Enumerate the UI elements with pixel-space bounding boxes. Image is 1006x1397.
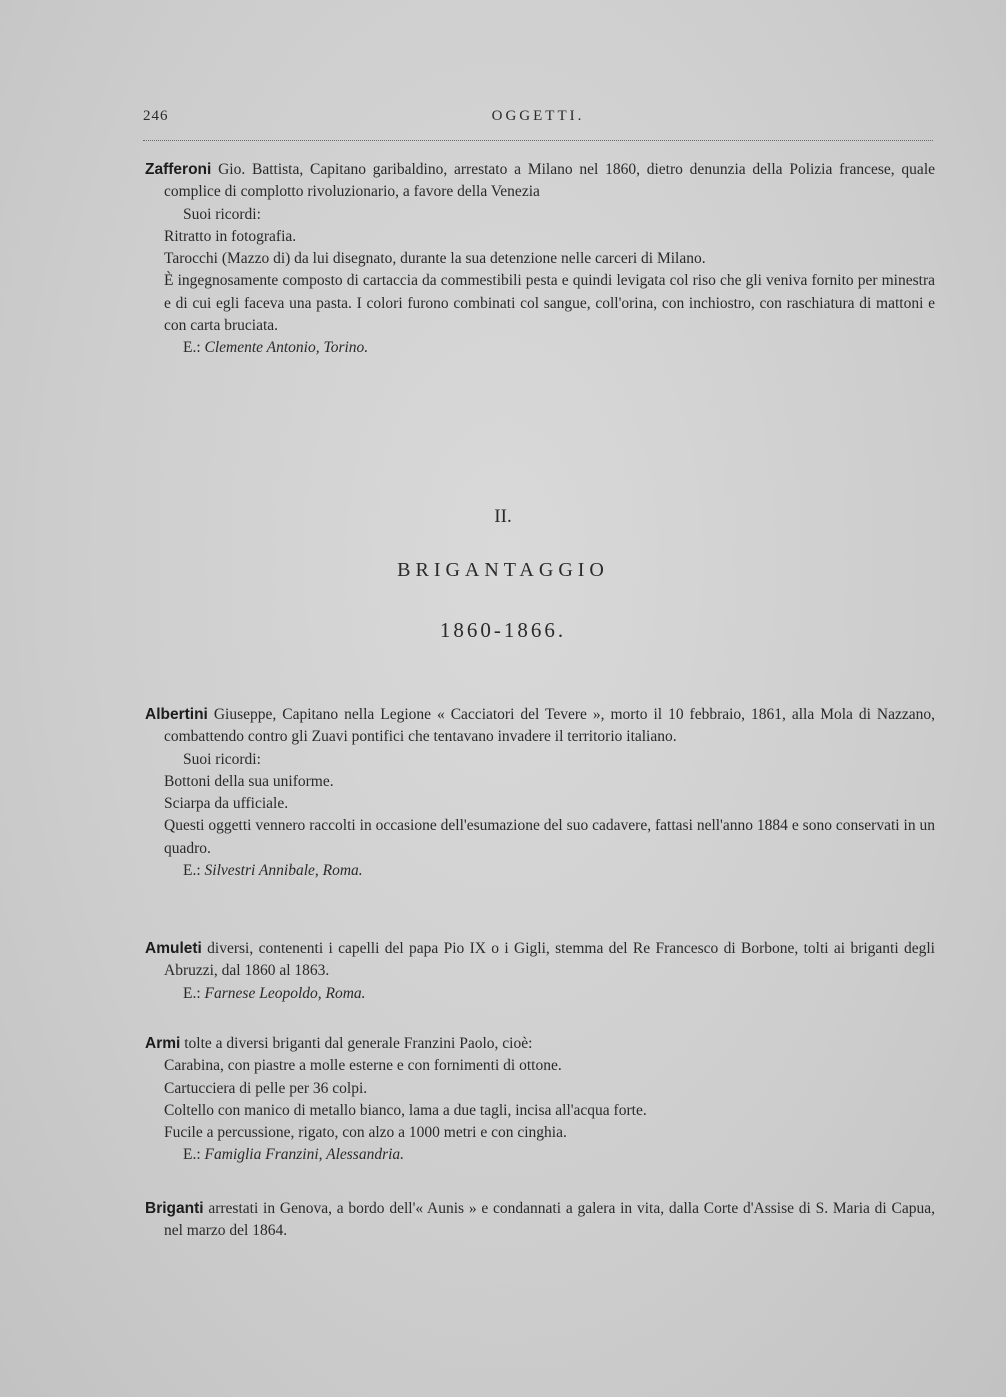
exhibitor-line: [145, 860, 935, 882]
entry-description: tolte a diversi briganti dal generale Franzini Paolo, cioè:: [180, 1035, 533, 1052]
section-title: BRIGANTAGGIO: [397, 559, 609, 581]
exhibitor-prefix: E.:: [183, 339, 205, 357]
entry-description: Giuseppe, Capitano nella Legione « Cacciatori del Tevere », morto il 10 febbraio, 1861, alla Mola di Nazzano, combattendo contro gli Zuavi pontifici che tentavano invadere il territorio italiano.: [164, 706, 935, 746]
page-header: [143, 108, 933, 132]
entry-description: Gio. Battista, Capitano garibaldino, arrestato a Milano nel 1860, dietro denunzia della Polizia francese, quale complice di complotto rivoluzionario, a favore della Venezia: [164, 161, 935, 201]
list-item: Questi oggetti vennero raccolti in occasione dell'esumazione del suo cadavere, fattasi nell'anno 1884 e sono conservati in un quadro.: [164, 817, 935, 857]
exhibitor-line: [145, 337, 935, 359]
entry-armi: [145, 1033, 935, 1167]
exhibitor-name: Silvestri Annibale, Roma.: [204, 862, 363, 880]
exhibitor-prefix: E.:: [183, 862, 205, 880]
entry-albertini: [145, 704, 935, 882]
entry-heading: [145, 704, 935, 749]
entry-heading: [145, 159, 935, 204]
list-item: Carabina, con piastre a molle esterne e con fornimenti di ottone.: [164, 1057, 562, 1075]
exhibitor-line: [145, 983, 935, 1005]
list-item: Fucile a percussione, rigato, con alzo a 1000 metri e con cinghia.: [164, 1124, 567, 1142]
header-rule: [143, 140, 933, 141]
list-item: Bottoni della sua uniforme.: [164, 772, 334, 790]
exhibitor-name: Famiglia Franzini, Alessandria.: [204, 1146, 405, 1164]
list-item: Cartucciera di pelle per 36 colpi.: [164, 1079, 368, 1097]
list-item: Coltello con manico di metallo bianco, lama a due tagli, incisa all'acqua forte.: [164, 1101, 647, 1119]
ricordi-label: Suoi ricordi:: [183, 750, 261, 768]
section-years: 1860-1866.: [439, 618, 567, 642]
entry-name: Amuleti: [145, 940, 202, 957]
section-number: II.: [494, 506, 512, 527]
entry-description: diversi, contenenti i capelli del papa Pio IX o i Gigli, stemma del Re Francesco di Borbone, tolti ai briganti degli Abruzzi, dal 1860 al 1863.: [164, 940, 935, 980]
entry-heading: [145, 1198, 935, 1243]
list-item: È ingegnosamente composto di cartaccia da commestibili pesta e quindi levigata col riso che gli veniva fornito per minestra e di cui egli faceva una pasta. I colori furono combinati col sangue, coll'orina, con inchiostro, con raschiatura di mattoni e con carta bruciata.: [164, 272, 935, 335]
entry-briganti: [145, 1198, 935, 1243]
list-item: Sciarpa da ufficiale.: [164, 795, 289, 813]
entry-description: arrestati in Genova, a bordo dell'« Aunis » e condannati a galera in vita, dalla Corte d'Assise di S. Maria di Capua, nel marzo del 1864.: [164, 1200, 935, 1240]
list-item: Ritratto in fotografia.: [164, 227, 297, 245]
entry-name: Briganti: [145, 1200, 204, 1217]
page-number: 246: [143, 108, 169, 124]
exhibitor-name: Farnese Leopoldo, Roma.: [204, 984, 366, 1002]
entry-name: Zafferoni: [145, 161, 212, 178]
exhibitor-line: [145, 1144, 935, 1166]
entry-name: Armi: [145, 1035, 181, 1052]
entry-heading: [145, 938, 935, 983]
entry-name: Albertini: [145, 706, 208, 723]
running-title: OGGETTI.: [491, 108, 585, 124]
exhibitor-name: Clemente Antonio, Torino.: [204, 339, 369, 357]
ricordi-label: Suoi ricordi:: [183, 205, 261, 223]
entry-zafferoni: [145, 159, 935, 360]
exhibitor-prefix: E.:: [183, 1146, 205, 1164]
entry-amuleti: [145, 938, 935, 1005]
entry-heading: [145, 1033, 935, 1055]
list-item: Tarocchi (Mazzo di) da lui disegnato, durante la sua detenzione nelle carceri di Milano.: [164, 250, 706, 268]
exhibitor-prefix: E.:: [183, 984, 205, 1002]
